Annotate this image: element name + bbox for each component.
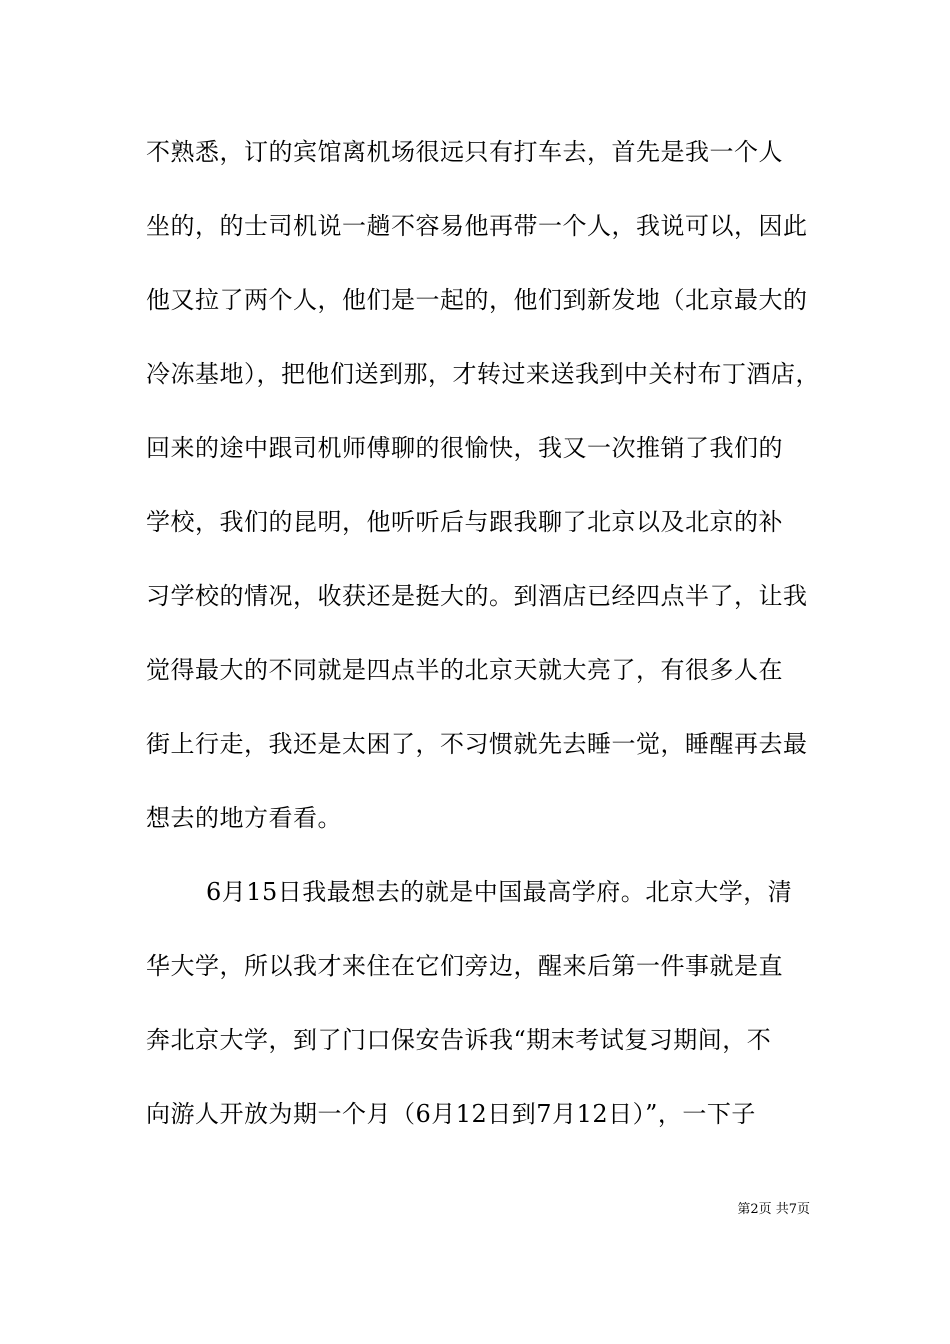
body-text-line: 向游人开放为期一个月（6月12日到7月12日）”，一下子	[146, 1100, 756, 1128]
body-text-line: 不熟悉，订的宾馆离机场很远只有打车去，首先是我一个人	[146, 138, 783, 166]
body-text-line: 他又拉了两个人，他们是一起的，他们到新发地（北京最大的	[146, 286, 808, 314]
paragraph-first-line: 6月15日我最想去的就是中国最高学府。北京大学，清	[206, 878, 793, 906]
body-text-line: 冷冻基地），把他们送到那，才转过来送我到中关村布丁酒店，	[146, 360, 820, 388]
body-text-line: 街上行走，我还是太困了，不习惯就先去睡一觉，睡醒再去最	[146, 730, 808, 758]
body-text-line: 坐的，的士司机说一趟不容易他再带一个人，我说可以，因此	[146, 212, 808, 240]
page-number: 第2页 共7页	[737, 1202, 810, 1217]
body-text-line: 奔北京大学，到了门口保安告诉我“期末考试复习期间，不	[146, 1026, 772, 1054]
body-text-line: 回来的途中跟司机师傅聊的很愉快，我又一次推销了我们的	[146, 434, 783, 462]
body-text-line: 学校，我们的昆明，他听听后与跟我聊了北京以及北京的补	[146, 508, 783, 536]
body-text-line: 习学校的情况，收获还是挺大的。到酒店已经四点半了，让我	[146, 582, 808, 610]
body-text-line: 想去的地方看看。	[146, 804, 342, 832]
body-text-line: 华大学，所以我才来住在它们旁边，醒来后第一件事就是直	[146, 952, 783, 980]
body-text-line: 觉得最大的不同就是四点半的北京天就大亮了，有很多人在	[146, 656, 783, 684]
